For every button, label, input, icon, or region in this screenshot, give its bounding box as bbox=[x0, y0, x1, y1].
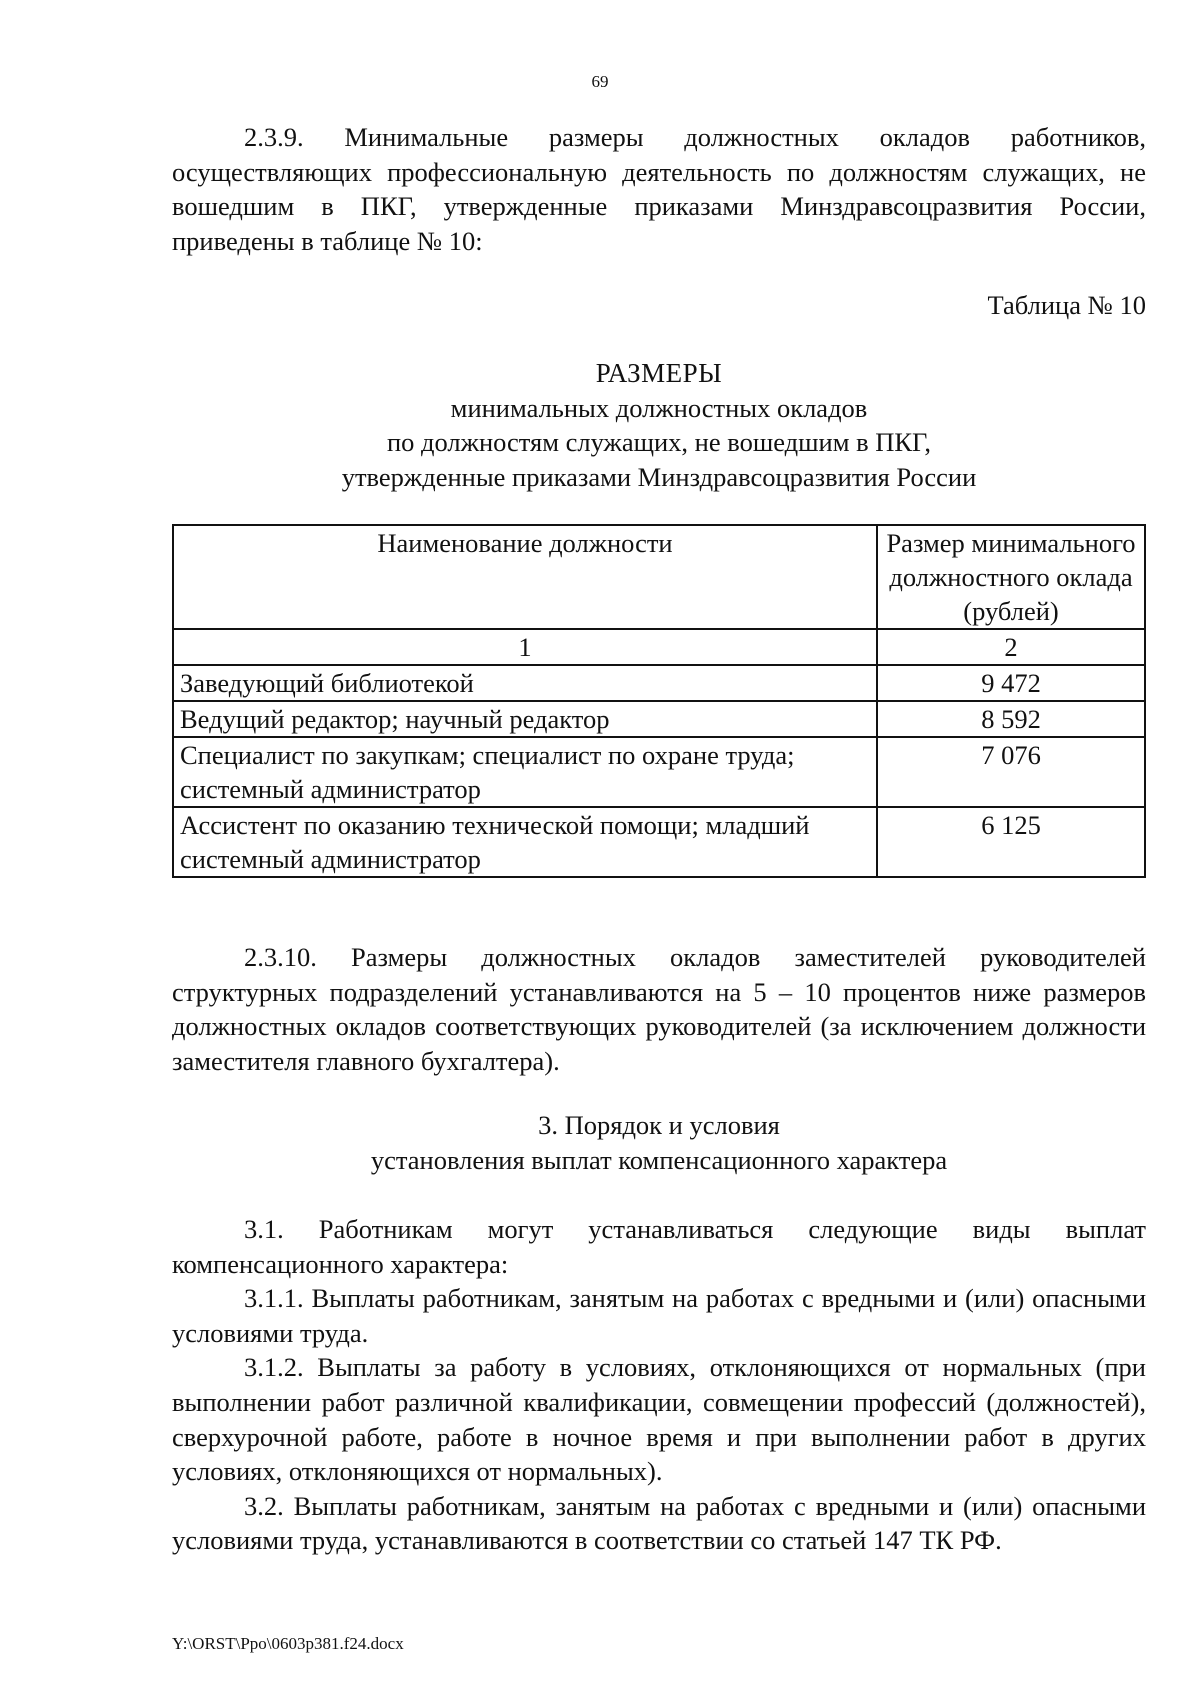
intro-paragraph bbox=[172, 120, 1146, 258]
header-cell-value: Размер минимального должностного оклада (рублей) bbox=[877, 525, 1145, 629]
table-label: Таблица № 10 bbox=[987, 290, 1146, 320]
column-number-1: 1 bbox=[173, 629, 877, 665]
table-title-main: РАЗМЕРЫ bbox=[595, 358, 723, 388]
table-row bbox=[173, 665, 1145, 701]
table-row bbox=[173, 737, 1145, 807]
table-row bbox=[173, 807, 1145, 877]
table-row bbox=[173, 701, 1145, 737]
table-title-line-2: минимальных должностных окладов bbox=[450, 392, 868, 423]
section-3-heading-line-1: 3. Порядок и условия bbox=[538, 1110, 780, 1140]
paragraph-3-1-1: 3.1.1. Выплаты работникам, занятым на работах с вредными и (или) опасными условиями труда. bbox=[172, 1283, 1146, 1348]
salary-table bbox=[172, 524, 1146, 878]
table-header-row bbox=[173, 525, 1145, 629]
row-salary-value: 8 592 bbox=[877, 701, 1145, 737]
row-position-name: Ведущий редактор; научный редактор bbox=[173, 701, 877, 737]
footer-file-path: Y:\ORST\Ppo\0603p381.f24.docx bbox=[172, 1634, 404, 1653]
table-title-line-3: по должностям служащих, не вошедшим в ПКГ, bbox=[386, 427, 932, 458]
row-salary-value: 9 472 bbox=[877, 665, 1145, 701]
section-3-body bbox=[172, 1212, 1146, 1558]
section-3-heading-line-2: установления выплат компенсационного характера bbox=[370, 1144, 948, 1175]
paragraph-2-3-10 bbox=[172, 940, 1146, 1078]
row-position-name: Ассистент по оказанию технической помощи; младший системный администратор bbox=[173, 807, 877, 877]
row-position-name: Специалист по закупкам; специалист по охране труда; системный администратор bbox=[173, 737, 877, 807]
paragraph-3-2: 3.2. Выплаты работникам, занятым на работах с вредными и (или) опасными условиями труда, устанавливаются в соответствии со статьей 147 ТК РФ. bbox=[172, 1490, 1146, 1556]
table-title bbox=[172, 356, 1146, 494]
section-3-heading bbox=[172, 1108, 1146, 1177]
header-cell-name: Наименование должности bbox=[173, 525, 877, 629]
column-number-2: 2 bbox=[877, 629, 1145, 665]
row-salary-value: 7 076 bbox=[877, 737, 1145, 807]
row-position-name: Заведующий библиотекой bbox=[173, 665, 877, 701]
row-salary-value: 6 125 bbox=[877, 807, 1145, 877]
table-title-line-4: утвержденные приказами Минздравсоцразвития России bbox=[341, 461, 977, 492]
intro-paragraph-text: 2.3.9. Минимальные размеры должностных окладов работников, осуществляющих профессиональную деятельность по должностям служащих, не вошедшим в ПКГ, утвержденные приказами Минздравсоцразвития России, приведены в таблице № 10: bbox=[172, 122, 1146, 256]
table-column-numbers-row bbox=[173, 629, 1145, 665]
paragraph-3-1: 3.1. Работникам могут устанавливаться следующие виды выплат компенсационного характера: bbox=[172, 1214, 1146, 1279]
page-number: 69 bbox=[591, 72, 609, 91]
paragraph-3-1-2: 3.1.2. Выплаты за работу в условиях, отклоняющихся от нормальных (при выполнении работ различной квалификации, совмещении профессий (должностей), сверхурочной работе, работе в ночное время и при выполнении работ в других условиях, отклоняющихся от нормальных). bbox=[172, 1352, 1146, 1487]
paragraph-2-3-10-text: 2.3.10. Размеры должностных окладов заместителей руководителей структурных подразделений устанавливаются на 5 – 10 процентов ниже размеров должностных окладов соответствующих руководителей (за исключением должности заместителя главного бухгалтера). bbox=[172, 942, 1146, 1076]
